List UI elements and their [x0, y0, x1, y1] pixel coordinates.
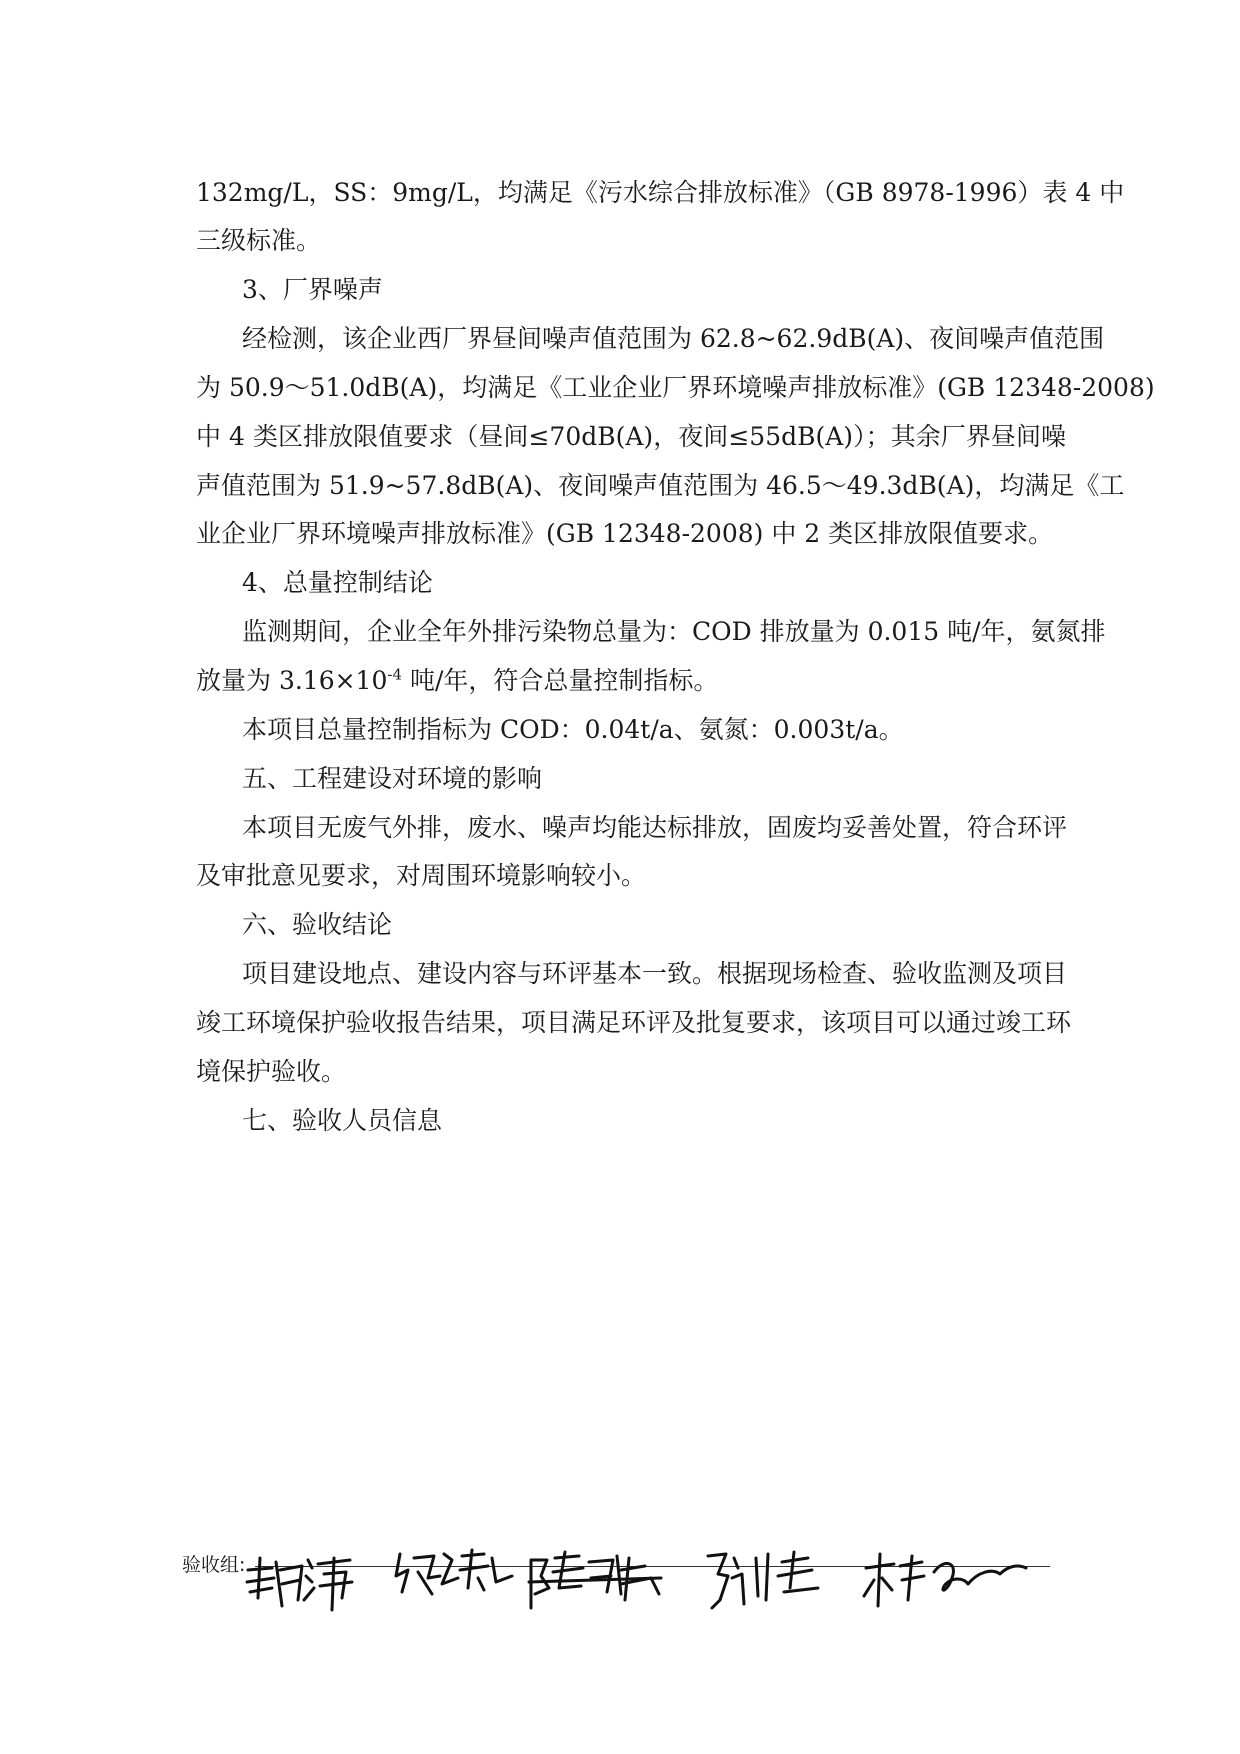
handwritten-signature-4 [698, 1548, 828, 1618]
paragraph-line: 132mg/L，SS：9mg/L，均满足《污水综合排放标准》（GB 8978-1996）表 4 中 [196, 178, 1125, 207]
handwritten-signature-2 [392, 1548, 520, 1618]
paragraph-line: 为 50.9～51.0dB(A)，均满足《工业企业厂界环境噪声排放标准》(GB 12348-2008) [196, 373, 1155, 402]
paragraph-line: 三级标准。 [196, 226, 322, 255]
section-heading: 五、工程建设对环境的影响 [242, 764, 543, 793]
paragraph-line: 经检测，该企业西厂界昼间噪声值范围为 62.8~62.9dB(A)、夜间噪声值范围 [242, 324, 1105, 353]
paragraph-line: 本项目总量控制指标为 COD：0.04t/a、氨氮：0.003t/a。 [242, 715, 904, 744]
paragraph-line: 业企业厂界环境噪声排放标准》(GB 12348-2008) 中 2 类区排放限值要求。 [196, 519, 1054, 548]
handwritten-signature-3 [525, 1548, 665, 1618]
paragraph-line: 声值范围为 51.9~57.8dB(A)、夜间噪声值范围为 46.5～49.3dB(A)，均满足《工 [196, 471, 1125, 500]
section-heading: 4、总量控制结论 [242, 568, 433, 597]
superscript-exponent: -4 [387, 665, 402, 684]
handwritten-signature-5 [860, 1548, 1030, 1618]
paragraph-line: 中 4 类区排放限值要求（昼间≤70dB(A)，夜间≤55dB(A)）；其余厂界昼间噪 [196, 422, 1066, 451]
acceptance-group-label: 验收组: [182, 1554, 246, 1576]
text-run: 放量为 3.16×10 [196, 666, 388, 695]
paragraph-line: 竣工环境保护验收报告结果，项目满足环评及批复要求，该项目可以通过竣工环 [196, 1008, 1072, 1037]
paragraph-line: 监测期间，企业全年外排污染物总量为：COD 排放量为 0.015 吨/年，氨氮排 [242, 617, 1106, 646]
paragraph-line: 及审批意见要求，对周围环境影响较小。 [196, 861, 647, 890]
handwritten-signature-1 [242, 1548, 360, 1618]
text-run: 吨/年，符合总量控制指标。 [402, 666, 719, 695]
section-heading: 3、厂界噪声 [242, 275, 383, 304]
paragraph-line: 项目建设地点、建设内容与环评基本一致。根据现场检查、验收监测及项目 [242, 959, 1068, 988]
section-heading: 六、验收结论 [242, 910, 393, 939]
section-heading: 七、验收人员信息 [242, 1106, 443, 1135]
paragraph-line: 境保护验收。 [196, 1057, 347, 1086]
paragraph-line: 本项目无废气外排，废水、噪声均能达标排放，固废均妥善处置，符合环评 [242, 813, 1068, 842]
paragraph-line [196, 666, 1066, 696]
